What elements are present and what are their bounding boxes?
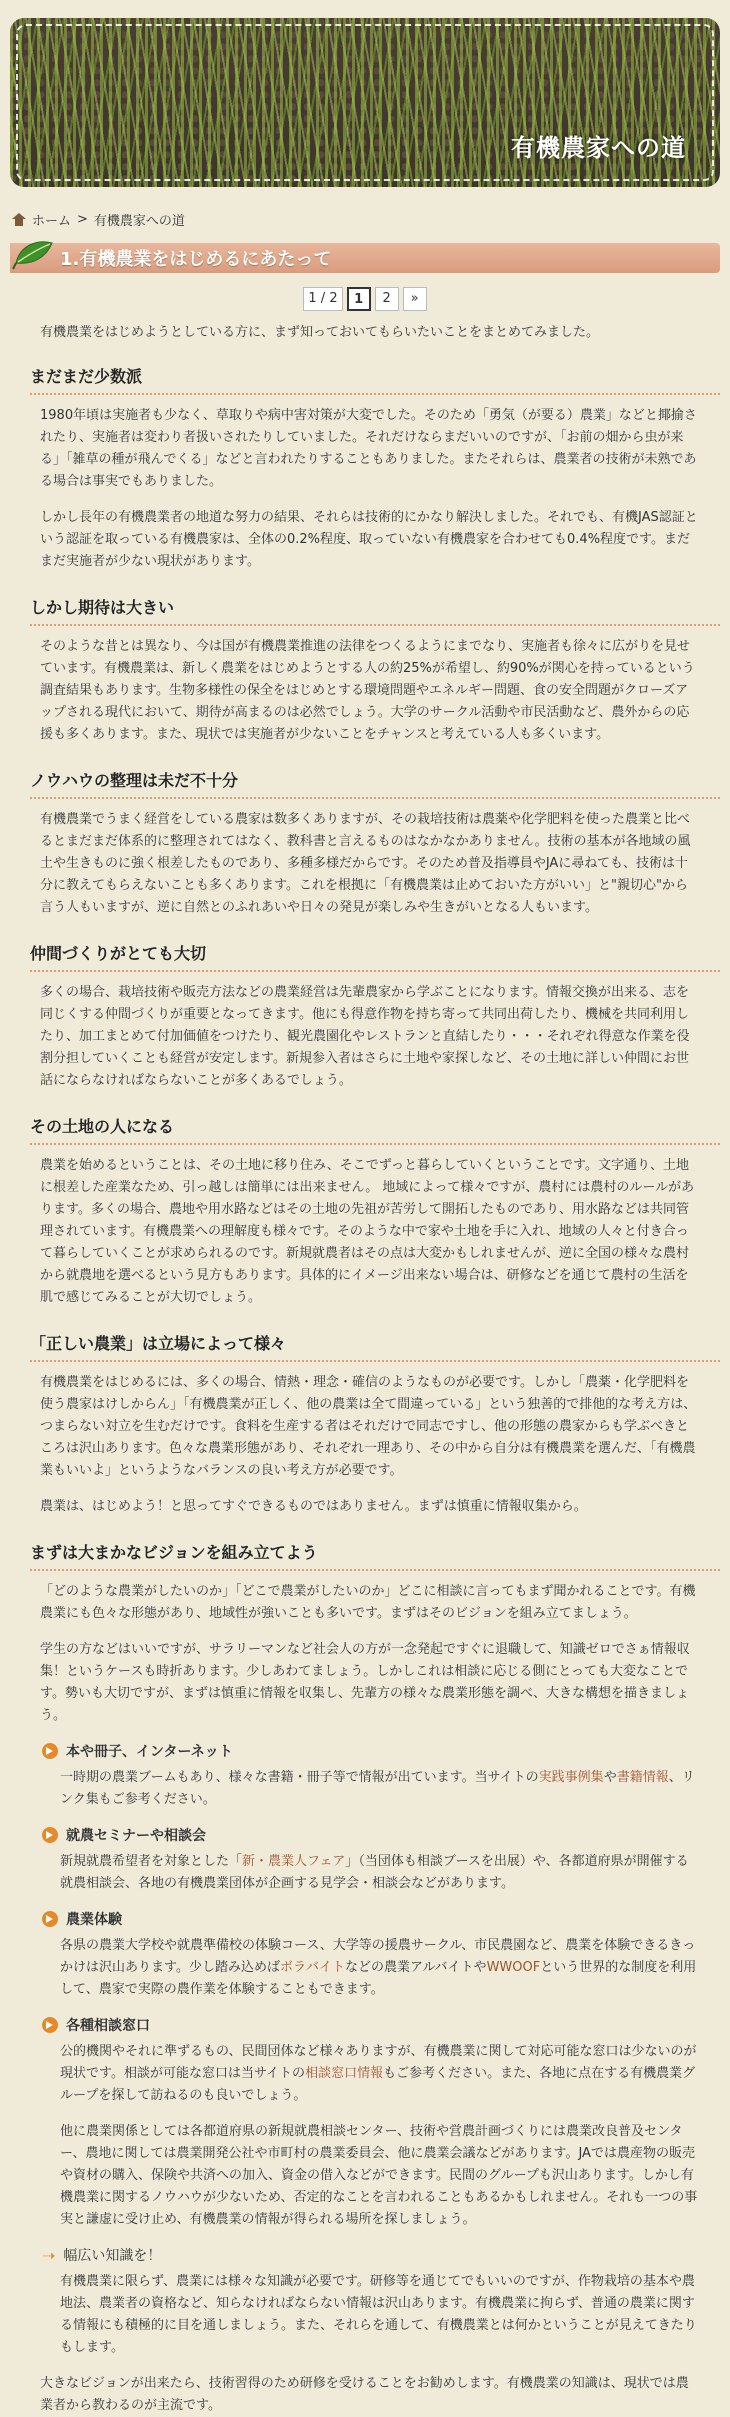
arrow-circle-icon xyxy=(42,2017,58,2033)
heading-expectations: しかし期待は大きい xyxy=(30,595,720,626)
paragraph: 農業を始めるということは、その土地に移り住み、そこでずっと暮らしていくということです。文字通り、土地に根差した産業なため、引っ越しは簡単には出来ません。 地域によって様々ですが、農村には農村のルールがあります。多くの場合、農地や用水路などはその土地の先祖が苦労して開拓したものであり、用水路などは共同管理されています。有機農業への理解度も様々です。そのような中で家や土地を手に入れ、地域の人々と付き合って暮らしていくことが求められるのです。新規就農者はその点は大変かもしれませんが、逆に全国の様々な農村から就農地を選べるという見方もあります。具体的にイメージ出来ない場合は、研修などを通じて農村の生活を肌で感じてみることが大切でしょう。 xyxy=(40,1158,695,1305)
item-heading-text: 就農セミナーや相談会 xyxy=(66,1828,206,1844)
paragraph: 学生の方などはいいですが、サラリーマンなど社会人の方が一念発起ですぐに退職して、知識ゼロでさぁ情報収集！というケースも時折あります。少しあわてましょう。しかしこれは相談に応じる側にとっても大変なことです。勢いも大切ですが、まずは慎重に情報を収集し、先輩方の様々な農業形態を調べ、大きな構想を描きましょう。 xyxy=(40,1642,690,1723)
pager-page-2[interactable]: 2 xyxy=(375,287,399,311)
heading-knowhow: ノウハウの整理は未だ不十分 xyxy=(30,768,720,799)
intro-text: 有機農業をはじめようとしている方に、まず知っておいてもらいたいことをまとめてみました。 xyxy=(40,325,600,340)
text: という世界的な制度を利用して、農家で実際の農作業を体験することもできます。 xyxy=(60,1960,697,1997)
paragraph: 農業は、はじめよう！と思ってすぐできるものではありません。まずは慎重に情報収集から。 xyxy=(40,1499,587,1514)
pager-page-1[interactable]: 1 xyxy=(347,287,371,311)
arrow-circle-icon xyxy=(42,1911,58,1927)
paragraph: そのような昔とは異なり、今は国が有機農業推進の法律をつくるようにまでなり、実施者も徐々に広がりを見せています。有機農業は、新しく農業をはじめようとする人の約25%が希望し、約90%が関心を持っているという調査結果もあります。生物多様性の保全をはじめとする環境問題やエネルギー問題、食の安全問題がクローズアップされる現代において、期待が高まるのは必然でしょう。大学のサークル活動や市民活動など、農外からの応援も多くあります。また、現状では実施者が少ないことをチャンスと考えている人も多くいます。 xyxy=(40,639,695,742)
text: 各県の農業大学校や就農準備校の体験コース、大学等の援農サークル、市民農園など、農業を体験できるきっかけは沢山あります。少し踏み込めば xyxy=(60,1938,696,1975)
breadcrumb-current: 有機農家への道 xyxy=(93,213,185,229)
item-heading-experience xyxy=(42,1909,720,1929)
arrow-circle-icon xyxy=(42,1743,58,1759)
heading-friends: 仲間づくりがとても大切 xyxy=(30,941,720,972)
section-title-bar xyxy=(10,243,720,273)
item-heading-knowledge xyxy=(42,2245,720,2265)
item-heading-consultation xyxy=(42,2015,720,2035)
text: 公的機関やそれに準ずるもの、民間団体など様々ありますが、有機農業に関して対応可能な窓口は少ないのが現状です。相談が可能な窓口は当サイトの xyxy=(60,2044,697,2081)
text: 、リンク集もご参考ください。 xyxy=(60,1770,695,1807)
heading-local: その土地の人になる xyxy=(30,1114,720,1145)
item-heading-text: 各種相談窓口 xyxy=(66,2018,150,2034)
breadcrumb xyxy=(10,209,720,229)
leaf-icon xyxy=(12,237,56,271)
text: 一時期の農業ブームもあり、様々な書籍・冊子等で情報が出ています。当サイトの xyxy=(60,1770,539,1785)
books-info-link[interactable]: 書籍情報 xyxy=(616,1770,669,1785)
breadcrumb-home-link[interactable]: ホーム xyxy=(32,213,72,229)
paragraph: しかし長年の有機農業者の地道な努力の結果、それらは技術的にかなり解決しました。それでも、有機JAS認証という認証を取っている有機農家は、全体の0.2%程度、取っていない有機農家を合わせても0.4%程度です。まだまだ実施者が少ない現状があります。 xyxy=(40,510,698,569)
heading-minority: まだまだ少数派 xyxy=(30,364,720,395)
breadcrumb-separator: > xyxy=(77,211,88,227)
text: 」（当団体も相談ブースを出展）や、各都道府県が開催する就農相談会、各地の有機農業団体が企画する見学会・相談会などがあります。 xyxy=(60,1854,689,1891)
wwoof-link[interactable]: WWOOF xyxy=(486,1960,541,1975)
consultation-info-link[interactable]: 相談窓口情報 xyxy=(305,2066,384,2081)
header-banner xyxy=(10,18,720,187)
pager-next[interactable]: » xyxy=(403,287,427,311)
item-heading-text: 農業体験 xyxy=(66,1912,122,1928)
item-body xyxy=(60,1851,700,1895)
fair-link[interactable]: 新・農業人フェア xyxy=(242,1854,346,1869)
closing-paragraph: 大きなビジョンが出来たら、技術習得のため研修を受けることをお勧めします。有機農業の知識は、現状では農業者から教わるのが主流です。 xyxy=(40,2376,689,2413)
arrow-right-icon: ➝ xyxy=(42,2245,56,2265)
page xyxy=(0,18,730,2413)
item-body xyxy=(60,2041,700,2107)
item-heading-text: 幅広い知識を！ xyxy=(63,2248,162,2264)
arrow-circle-icon xyxy=(42,1827,58,1843)
text: などの農業アルバイトや xyxy=(344,1960,487,1975)
pager-status: 1 / 2 xyxy=(303,287,342,311)
paragraph: 有機農業をはじめるには、多くの場合、情熱・理念・確信のようなものが必要です。しかし「農薬・化学肥料を使う農家はけしからん」「有機農業が正しく、他の農業は全て間違っている」という独善的で排他的な考え方は、つまらない対立を生むだけです。食料を生産する者はそれだけで同志ですし、他の形態の農家からも学ぶべきところは沢山あります。色々な農業形態があり、それぞれ一理あり、その中から自分は有機農業を選んだ、「有機農業もいいよ」というようなバランスの良い考え方が必要です。 xyxy=(40,1375,697,1478)
item-body xyxy=(60,1935,700,2001)
banner-title: 有機農家への道 xyxy=(511,134,686,162)
text: や xyxy=(603,1770,617,1785)
item-body xyxy=(60,1767,700,1811)
item-heading-seminars xyxy=(42,1825,720,1845)
paragraph: 有機農業でうまく経営をしている農家は数多くありますが、その栽培技術は農薬や化学肥料を使った農業と比べるとまだまだ体系的に整理されてはなく、教科書と言えるものはなかなかありません。技術の基本が各地域の風土や生きものに強く根差したものであり、多種多様だからです。そのため普及指導員やJAに尋ねても、技術は十分に教えてもらえないことも多くあります。これを根拠に「有機農業は止めておいた方がいい」と"親切心"から言う人もいますが、逆に自然とのふれあいや日々の発見が楽しみや生きがいとなる人もいます。 xyxy=(40,812,691,915)
text: 新規就農希望者を対象とした「 xyxy=(60,1854,243,1869)
paragraph: 1980年頃は実施者も少なく、草取りや病中害対策が大変でした。そのため「勇気（が要る）農業」などと揶揄されたり、実施者は変わり者扱いされたりしていました。それだけならまだいいのですが、「お前の畑から虫が来る」「雑草の種が飛んでくる」などと言われたりすることもありました。またそれらは、農業者の技術が未熟である場合は事実でもありました。 xyxy=(40,408,697,489)
pagination xyxy=(10,287,720,311)
text: もご参考ください。また、各地に点在する有機農業グループを探して訪ねるのも良いでしょう。 xyxy=(60,2066,696,2103)
home-icon xyxy=(12,213,26,226)
item-body: 有機農業に限らず、農業には様々な知識が必要です。研修等を通じてでもいいのですが、作物栽培の基本や農地法、農業者の資格など、知らなければならない情報は沢山あります。有機農業に拘らず、普通の農業に関する情報にも積極的に目を通しましょう。また、それらを通して、有機農業とは何かということが見えてきたりもします。 xyxy=(60,2274,697,2355)
heading-correct-farming: 「正しい農業」は立場によって様々 xyxy=(30,1331,720,1362)
heading-vision: まずは大まかなビジョンを組み立てよう xyxy=(30,1540,720,1571)
paragraph: 「どのような農業がしたいのか」「どこで農業がしたいのか」どこに相談に言ってもまず聞かれることです。有機農業にも色々な形態があり、地域性が強いことも多いです。まずはそのビジョンを組み立てましょう。 xyxy=(40,1584,696,1621)
item-body: 他に農業関係としては各都道府県の新規就農相談センター、技術や営農計画づくりには農業改良普及センター、農地に関しては農業開発公社や市町村の農業委員会、他に農業会議などがあります。JAでは農産物の販売や資材の購入、保険や共済への加入、資金の借入などができます。民間のグループも沢山あります。しかし有機農業に関するノウハウが少ないため、否定的なことを言われることもあるかもしれません。それも一つの事実と謙虚に受け止め、有機農業の情報が得られる場所を探しましょう。 xyxy=(60,2124,698,2227)
case-studies-link[interactable]: 実践事例集 xyxy=(538,1770,604,1785)
section-title: 1.有機農業をはじめるにあたって xyxy=(60,249,332,270)
paragraph: 多くの場合、栽培技術や販売方法などの農業経営は先輩農家から学ぶことになります。情報交換が出来る、志を同じくする仲間づくりが重要となってきます。他にも得意作物を持ち寄って共同出荷したり、機械を共同利用したり、加工まとめて付加価値をつけたり、観光農園化やレストランと直結したり・・・それぞれ得意な作業を役割分担していくことも経営が安定します。新規参入者はさらに土地や家探しなど、その土地に詳しい仲間にお世話にならなければならないことが多くあるでしょう。 xyxy=(40,985,690,1088)
volubite-link[interactable]: ボラバイト xyxy=(279,1960,345,1975)
item-heading-text: 本や冊子、インターネット xyxy=(66,1744,233,1760)
item-heading-books xyxy=(42,1741,720,1761)
